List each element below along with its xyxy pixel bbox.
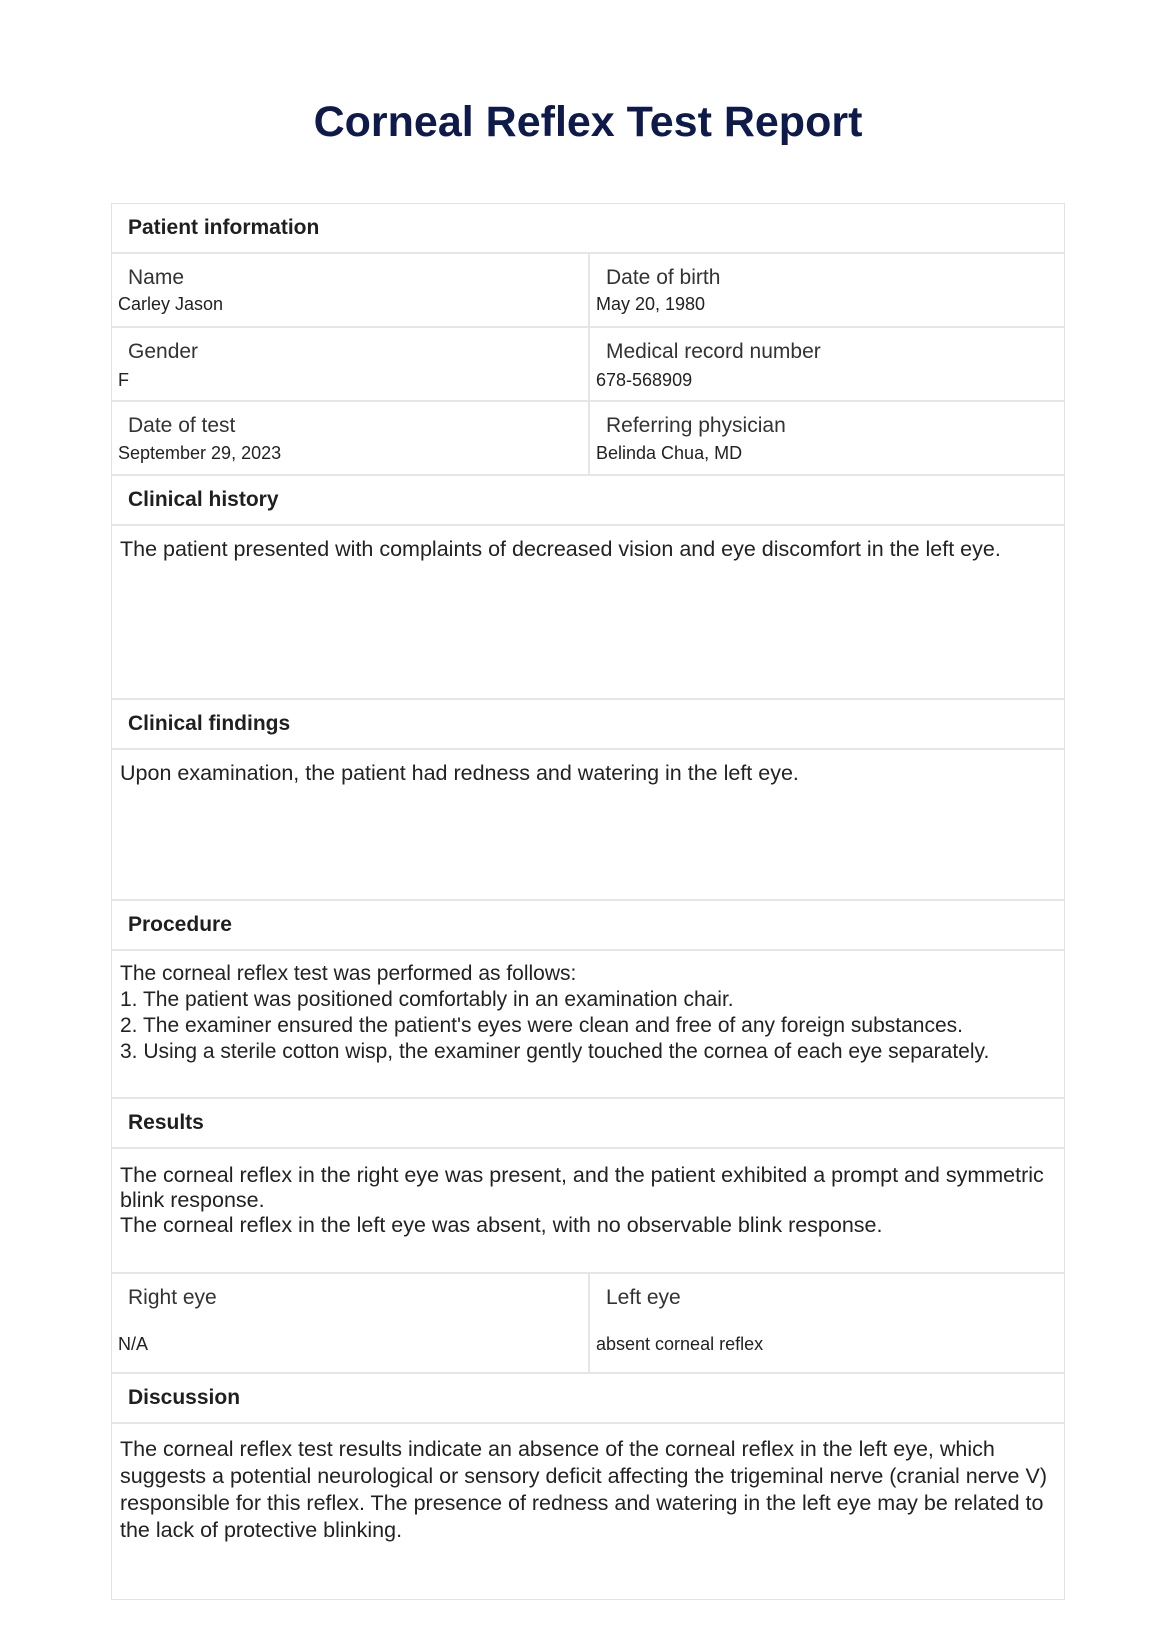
right-eye-label: Right eye [128,1286,217,1309]
results-section [112,1149,1064,1274]
name-cell [112,254,588,326]
patient-row-3 [112,402,1064,476]
date-of-test-label: Date of test [128,414,236,437]
clinical-history-text: The patient presented with complaints of decreased vision and eye discomfort in the left eye. [120,537,1001,561]
date-of-test-value: September 29, 2023 [118,443,282,463]
procedure-line: 1. The patient was positioned comfortably in an examination chair. [120,988,734,1011]
results-text [112,1149,1064,1238]
referring-physician-cell [588,402,1064,474]
patient-row-1 [112,254,1064,328]
left-eye-label: Left eye [606,1286,681,1309]
name-value: Carley Jason [118,294,224,314]
discussion-heading: Discussion [112,1374,1064,1424]
date-of-birth-value: May 20, 1980 [596,294,706,314]
gender-value: F [118,370,129,390]
results-heading: Results [112,1099,1064,1149]
referring-physician-label: Referring physician [606,414,786,437]
right-eye-value: N/A [118,1334,149,1354]
referring-physician-value: Belinda Chua, MD [596,443,743,463]
clinical-findings-text: Upon examination, the patient had redness and watering in the left eye. [120,761,799,785]
results-line: The corneal reflex in the left eye was absent, with no observable blink response. [120,1213,883,1237]
clinical-findings-section [112,750,1064,901]
medical-record-number-cell [588,328,1064,400]
procedure-line: 3. Using a sterile cotton wisp, the examiner gently touched the cornea of each eye separately. [120,1040,990,1063]
date-of-birth-label: Date of birth [606,266,721,289]
procedure-line: The corneal reflex test was performed as follows: [120,962,577,985]
date-of-test-cell [112,402,588,474]
eye-results-row [112,1274,1064,1374]
clinical-history-section [112,526,1064,700]
patient-information-heading: Patient information [112,204,1064,254]
results-line: The corneal reflex in the right eye was present, and the patient exhibited a prompt and symmetric blink response. [120,1163,1044,1212]
date-of-birth-cell [588,254,1064,326]
discussion-text: The corneal reflex test results indicate an absence of the corneal reflex in the left eye, which suggests a potential neurological or sensory deficit affecting the trigeminal nerve (cranial nerve V) responsible for this reflex. The presence of redness and watering in the left eye may be related to the lack of protective blinking. [120,1437,1047,1542]
procedure-heading: Procedure [112,901,1064,951]
clinical-history-heading: Clinical history [112,476,1064,526]
page-title: Corneal Reflex Test Report [313,98,863,146]
procedure-text [112,951,1064,1065]
procedure-section [112,951,1064,1099]
medical-record-number-label: Medical record number [606,340,821,363]
gender-label: Gender [128,340,199,363]
left-eye-value: absent corneal reflex [596,1334,764,1354]
medical-record-number-value: 678-568909 [596,370,693,390]
name-label: Name [128,266,185,289]
report-form [111,203,1065,1600]
patient-row-2 [112,328,1064,402]
clinical-findings-heading: Clinical findings [112,700,1064,750]
discussion-section [112,1424,1064,1599]
gender-cell [112,328,588,400]
right-eye-cell [112,1274,588,1372]
procedure-line: 2. The examiner ensured the patient's eyes were clean and free of any foreign substances. [120,1014,963,1037]
left-eye-cell [588,1274,1064,1372]
